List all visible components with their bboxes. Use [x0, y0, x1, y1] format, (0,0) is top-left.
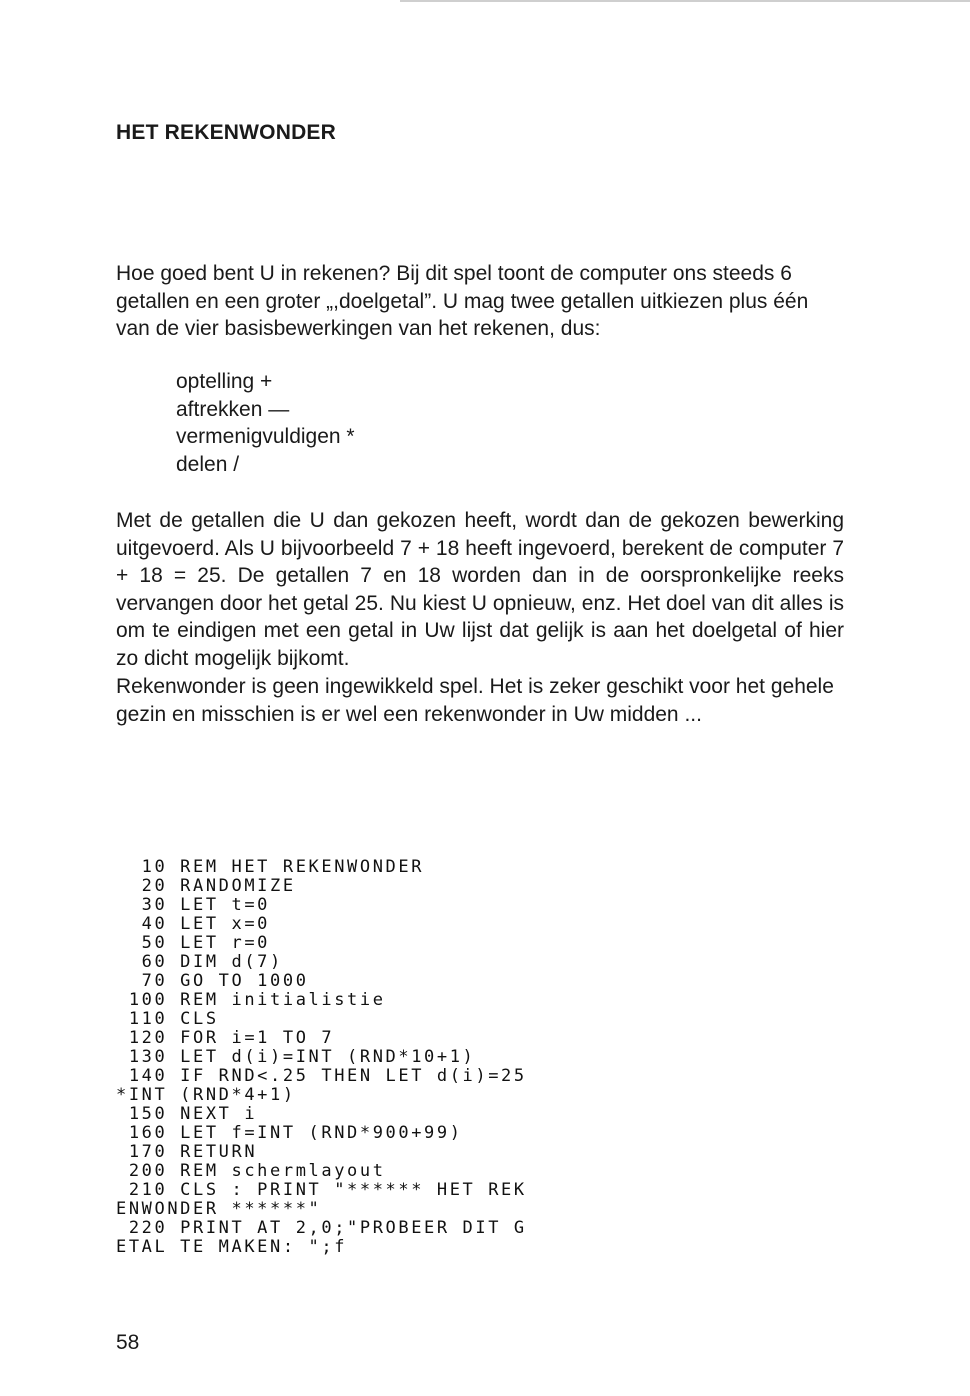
- code-line: 200 REM schermlayout: [116, 1161, 386, 1181]
- operations-list: [176, 368, 355, 478]
- page-number: 58: [116, 1331, 140, 1354]
- code-line: 40 LET x=0: [116, 914, 271, 934]
- program-listing: [116, 858, 527, 1257]
- code-line: 220 PRINT AT 2,0;"PROBEER DIT G: [116, 1218, 527, 1238]
- code-line: ENWONDER ******": [116, 1199, 322, 1219]
- code-line: 30 LET t=0: [116, 895, 271, 915]
- code-line: 130 LET d(i)=INT (RND*10+1): [116, 1047, 476, 1067]
- code-line: *INT (RND*4+1): [116, 1085, 296, 1105]
- code-line: 10 REM HET REKENWONDER: [116, 857, 425, 877]
- code-line: 210 CLS : PRINT "****** HET REK: [116, 1180, 527, 1200]
- code-line: ETAL TE MAKEN: ";f: [116, 1237, 348, 1257]
- operation-addition: optelling +: [176, 370, 273, 393]
- explanation-paragraph: Met de getallen die U dan gekozen heeft, wordt dan de gekozen bewerking uitgevoerd. Als U bijvoorbeeld 7 + 18 heeft ingevoerd, berekent de computer 7 + 18 = 25. De getallen 7 en 18 worden dan in de oorspronkelijke reeks vervangen door het getal 25. Nu kiest U opnieuw, enz. Het doel van dit alles is om te eindigen met een getal in Uw lijst dat gelijk is aan het doelgetal of hier zo dicht mogelijk bijkomt.: [116, 509, 844, 670]
- top-rule: [400, 0, 970, 2]
- code-line: 50 LET r=0: [116, 933, 271, 953]
- operation-multiplication: vermenigvuldigen *: [176, 425, 355, 448]
- operation-division: delen /: [176, 452, 240, 476]
- code-line: 140 IF RND<.25 THEN LET d(i)=25: [116, 1066, 527, 1086]
- code-line: 100 REM initialistie: [116, 990, 386, 1010]
- code-line: 20 RANDOMIZE: [116, 876, 296, 896]
- operation-subtraction: aftrekken —: [176, 397, 290, 421]
- page-title: HET REKENWONDER: [116, 121, 337, 144]
- code-line: 150 NEXT i: [116, 1104, 258, 1124]
- code-line: 60 DIM d(7): [116, 952, 283, 972]
- code-line: 170 RETURN: [116, 1142, 258, 1162]
- code-line: 160 LET f=INT (RND*900+99): [116, 1123, 463, 1143]
- code-line: 70 GO TO 1000: [116, 971, 309, 991]
- intro-paragraph: Hoe goed bent U in rekenen? Bij dit spel toont de computer ons steeds 6 getallen en een groter „,doelgetal”. U mag twee getallen uitkiezen plus één van de vier basisbewerkingen van het rekenen, dus:: [116, 262, 809, 340]
- code-line: 120 FOR i=1 TO 7: [116, 1028, 335, 1048]
- code-line: 110 CLS: [116, 1009, 219, 1029]
- closing-paragraph: Rekenwonder is geen ingewikkeld spel. Het is zeker geschikt voor het gehele gezin en misschien is er wel een rekenwonder in Uw midden ...: [116, 675, 834, 726]
